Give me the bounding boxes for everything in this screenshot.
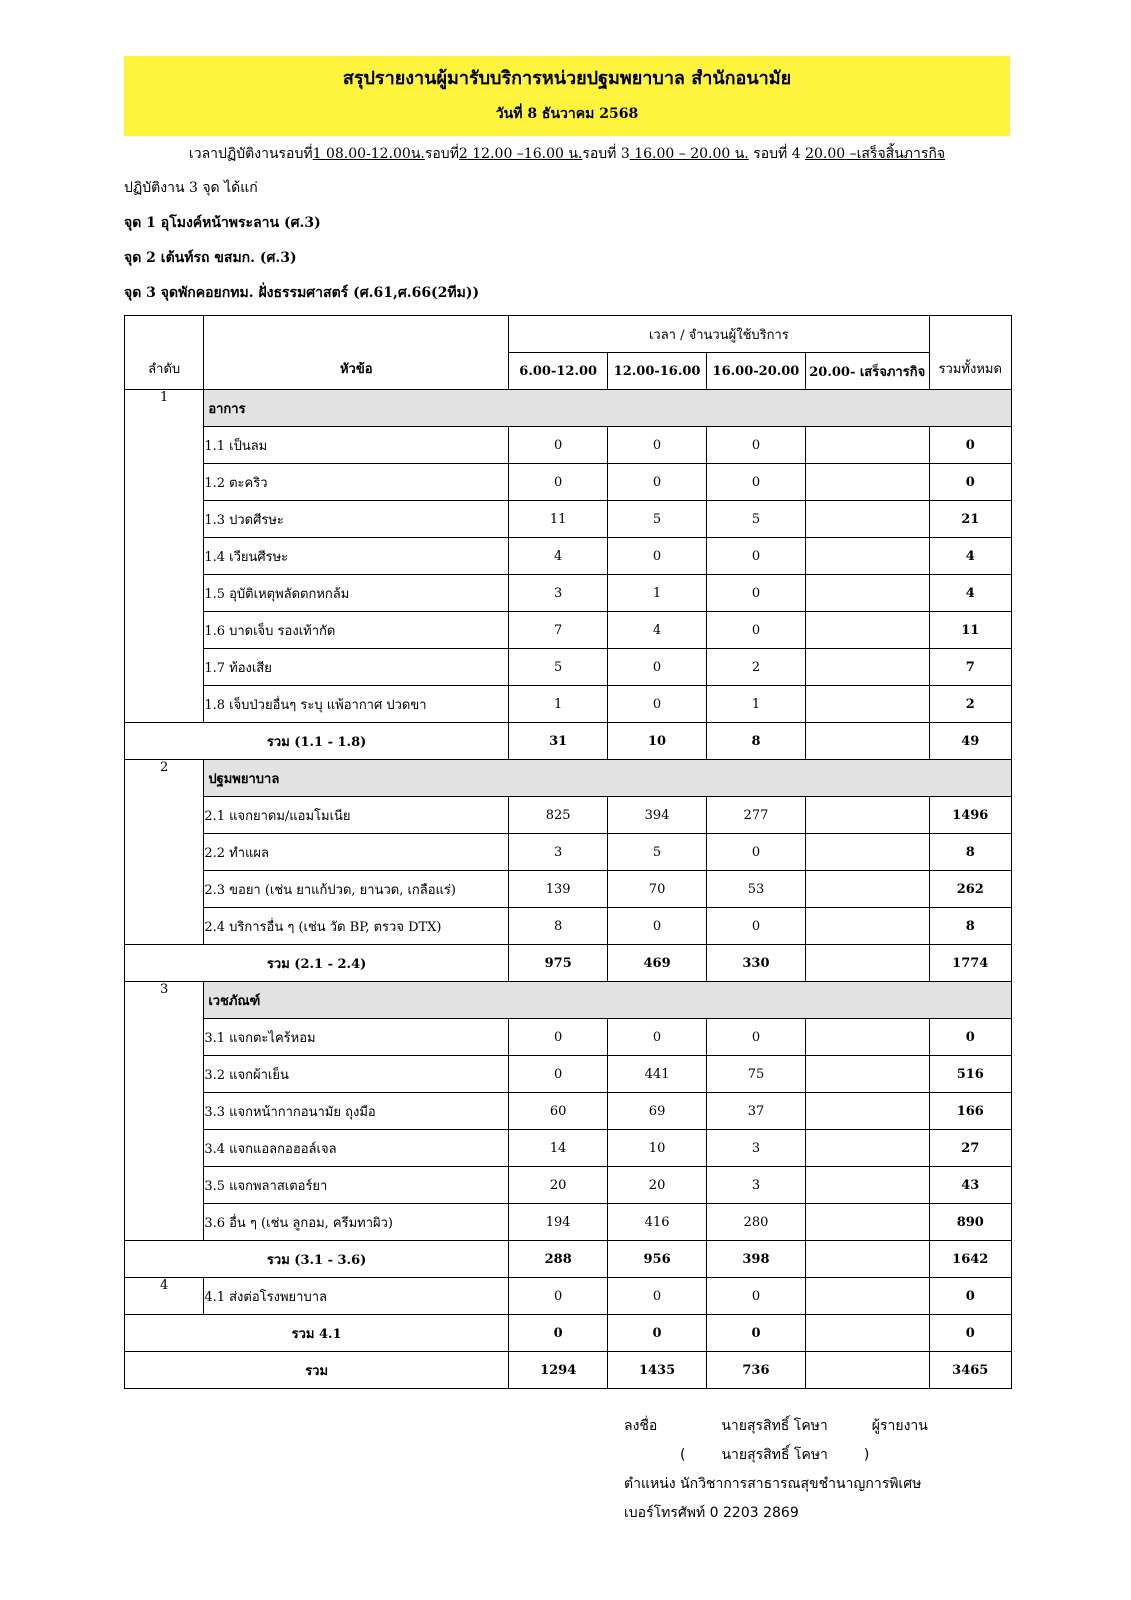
sum-value-v4 [805, 945, 929, 982]
sum-total: 0 [929, 1315, 1011, 1352]
sum-label: รวม 4.1 [125, 1315, 509, 1352]
row-label: 3.3 แจกหน้ากากอนามัย ถุงมือ [204, 1093, 509, 1130]
row-value-v3: 0 [707, 538, 806, 575]
section-sum-row [125, 1315, 1012, 1352]
row-value-v3: 0 [707, 834, 806, 871]
row-label: 1.2 ตะคริว [204, 464, 509, 501]
table-row [125, 1056, 1012, 1093]
signer-position: ตำแหน่ง นักวิชาการสาธารณสุขชำนาญการพิเศษ [624, 1476, 922, 1492]
row-total: 516 [929, 1056, 1011, 1093]
row-value-v1: 8 [509, 908, 608, 945]
row-value-v4 [805, 649, 929, 686]
row-value-v1: 14 [509, 1130, 608, 1167]
row-label: 3.5 แจกพลาสเตอร์ยา [204, 1167, 509, 1204]
row-value-v2: 0 [608, 427, 707, 464]
row-value-v4 [805, 1278, 929, 1315]
section-sum-row [125, 1241, 1012, 1278]
sum-value-v3: 330 [707, 945, 806, 982]
row-value-v3: 37 [707, 1093, 806, 1130]
sum-value-v1: 31 [509, 723, 608, 760]
row-total: 4 [929, 538, 1011, 575]
row-value-v3: 0 [707, 427, 806, 464]
row-value-v1: 11 [509, 501, 608, 538]
grand-label: รวม [125, 1352, 509, 1389]
row-value-v4 [805, 797, 929, 834]
sum-value-v4 [805, 723, 929, 760]
row-value-v3: 0 [707, 575, 806, 612]
row-total: 8 [929, 834, 1011, 871]
sum-value-v3: 398 [707, 1241, 806, 1278]
row-label: 3.2 แจกผ้าเย็น [204, 1056, 509, 1093]
row-value-v3: 1 [707, 686, 806, 723]
grand-value-v4 [805, 1352, 929, 1389]
points-intro: ปฏิบัติงาน 3 จุด ได้แก่ [124, 180, 258, 196]
row-value-v2: 70 [608, 871, 707, 908]
row-value-v3: 0 [707, 464, 806, 501]
row-value-v4 [805, 501, 929, 538]
col-t2-header: 12.00-16.00 [608, 353, 707, 390]
sum-value-v1: 975 [509, 945, 608, 982]
table-row [125, 871, 1012, 908]
row-label: 2.4 บริการอื่น ๆ (เช่น วัด BP, ตรวจ DTX) [204, 908, 509, 945]
sum-value-v1: 0 [509, 1315, 608, 1352]
row-value-v1: 3 [509, 834, 608, 871]
grand-total-row [125, 1352, 1012, 1389]
row-value-v1: 825 [509, 797, 608, 834]
grand-value-v1: 1294 [509, 1352, 608, 1389]
table-row [125, 1278, 1012, 1315]
table-row [125, 427, 1012, 464]
row-value-v4 [805, 1130, 929, 1167]
row-value-v2: 10 [608, 1130, 707, 1167]
report-page [124, 56, 1010, 303]
row-value-v4 [805, 1167, 929, 1204]
table-row [125, 834, 1012, 871]
section-index: 4 [125, 1278, 204, 1315]
report-date: วันที่ 8 ธันวาคม 2568 [495, 106, 639, 122]
row-label: 3.1 แจกตะไคร้หอม [204, 1019, 509, 1056]
table-row [125, 1019, 1012, 1056]
row-value-v2: 5 [608, 501, 707, 538]
sum-value-v4 [805, 1315, 929, 1352]
signer-phone: เบอร์โทรศัพท์ 0 2203 2869 [624, 1505, 799, 1521]
row-value-v2: 1 [608, 575, 707, 612]
row-label: 3.6 อื่น ๆ (เช่น ลูกอม, ครีมทาผิว) [204, 1204, 509, 1241]
table-row [125, 1130, 1012, 1167]
row-value-v1: 0 [509, 1056, 608, 1093]
row-value-v2: 0 [608, 1019, 707, 1056]
row-value-v4 [805, 575, 929, 612]
signer-name: นายสุรสิทธิ์ โคษา [721, 1418, 828, 1434]
row-value-v3: 0 [707, 908, 806, 945]
row-value-v4 [805, 1019, 929, 1056]
row-value-v2: 0 [608, 1278, 707, 1315]
section-header-row [125, 982, 1012, 1019]
row-total: 7 [929, 649, 1011, 686]
row-value-v2: 441 [608, 1056, 707, 1093]
row-value-v2: 0 [608, 649, 707, 686]
signature-block [624, 1412, 928, 1528]
col-time-group-header: เวลา / จำนวนผู้ใช้บริการ [509, 316, 929, 353]
shift-3: 16.00 – 20.00 น. [629, 146, 749, 162]
col-order-header: ลำดับ [125, 316, 204, 390]
row-value-v3: 2 [707, 649, 806, 686]
col-t1-header: 6.00-12.00 [509, 353, 608, 390]
row-value-v3: 3 [707, 1130, 806, 1167]
grand-value-v3: 736 [707, 1352, 806, 1389]
row-value-v1: 4 [509, 538, 608, 575]
row-total: 0 [929, 427, 1011, 464]
col-t4-header: 20.00- เสร็จภารกิจ [805, 353, 929, 390]
row-total: 0 [929, 1019, 1011, 1056]
sum-value-v2: 469 [608, 945, 707, 982]
row-label: 4.1 ส่งต่อโรงพยาบาล [204, 1278, 509, 1315]
grand-value-v2: 1435 [608, 1352, 707, 1389]
row-total: 21 [929, 501, 1011, 538]
row-total: 8 [929, 908, 1011, 945]
table-row [125, 501, 1012, 538]
signer-role: ผู้รายงาน [871, 1418, 928, 1434]
row-value-v2: 20 [608, 1167, 707, 1204]
row-total: 166 [929, 1093, 1011, 1130]
row-value-v4 [805, 1204, 929, 1241]
row-total: 4 [929, 575, 1011, 612]
table-row [125, 575, 1012, 612]
table-row [125, 797, 1012, 834]
row-value-v1: 0 [509, 1278, 608, 1315]
shift-text: เวลาปฏิบัติงานรอบที่ [188, 146, 313, 162]
section-header-row [125, 760, 1012, 797]
row-value-v4 [805, 612, 929, 649]
row-value-v1: 60 [509, 1093, 608, 1130]
row-value-v3: 75 [707, 1056, 806, 1093]
sum-total: 1642 [929, 1241, 1011, 1278]
table-row [125, 464, 1012, 501]
point-1: จุด 1 อุโมงค์หน้าพระลาน (ศ.3) [124, 215, 321, 231]
shift-text: รอบที่ 3 [582, 146, 630, 162]
shift-1: 1 08.00-12.00น. [312, 146, 425, 162]
row-value-v3: 53 [707, 871, 806, 908]
row-value-v4 [805, 464, 929, 501]
row-value-v1: 0 [509, 464, 608, 501]
row-value-v2: 0 [608, 464, 707, 501]
row-value-v4 [805, 1056, 929, 1093]
row-value-v2: 394 [608, 797, 707, 834]
row-value-v4 [805, 871, 929, 908]
shift-text: รอบที่ [424, 146, 459, 162]
row-value-v3: 5 [707, 501, 806, 538]
shift-2: 2 12.00 –16.00 น. [458, 146, 583, 162]
row-value-v1: 0 [509, 1019, 608, 1056]
sum-label: รวม (3.1 - 3.6) [125, 1241, 509, 1278]
report-title: สรุปรายงานผู้มารับบริการหน่วยปฐมพยาบาล สำนักอนามัย [342, 68, 792, 89]
row-total: 890 [929, 1204, 1011, 1241]
row-label: 2.1 แจกยาดม/แอมโมเนีย [204, 797, 509, 834]
col-topic-header: หัวข้อ [204, 316, 509, 390]
section-title: เวชภัณฑ์ [204, 982, 1012, 1019]
row-label: 2.3 ขอยา (เช่น ยาแก้ปวด, ยานวด, เกลือแร่) [204, 871, 509, 908]
shift-schedule [124, 144, 1010, 164]
section-sum-row [125, 723, 1012, 760]
row-label: 1.6 บาดเจ็บ รองเท้ากัด [204, 612, 509, 649]
table-row [125, 649, 1012, 686]
sum-label: รวม (2.1 - 2.4) [125, 945, 509, 982]
table-body [125, 390, 1012, 1389]
row-value-v1: 20 [509, 1167, 608, 1204]
row-total: 262 [929, 871, 1011, 908]
section-index: 3 [125, 982, 204, 1241]
row-value-v2: 0 [608, 686, 707, 723]
col-t3-header: 16.00-20.00 [707, 353, 806, 390]
shift-text: รอบที่ 4 [753, 146, 801, 162]
row-value-v3: 0 [707, 1278, 806, 1315]
row-value-v2: 69 [608, 1093, 707, 1130]
section-title: ปฐมพยาบาล [204, 760, 1012, 797]
point-2: จุด 2 เต้นท์รถ ขสมก. (ศ.3) [124, 250, 297, 266]
row-total: 0 [929, 1278, 1011, 1315]
sum-value-v1: 288 [509, 1241, 608, 1278]
row-label: 1.7 ท้องเสีย [204, 649, 509, 686]
row-label: 1.4 เวียนศีรษะ [204, 538, 509, 575]
row-label: 1.1 เป็นลม [204, 427, 509, 464]
sum-value-v2: 10 [608, 723, 707, 760]
table-row [125, 1204, 1012, 1241]
row-value-v3: 0 [707, 612, 806, 649]
row-value-v2: 416 [608, 1204, 707, 1241]
sum-total: 49 [929, 723, 1011, 760]
row-value-v1: 139 [509, 871, 608, 908]
sum-value-v2: 0 [608, 1315, 707, 1352]
paren-close: ) [863, 1447, 870, 1463]
row-label: 1.3 ปวดศีรษะ [204, 501, 509, 538]
row-label: 3.4 แจกแอลกอฮอล์เจล [204, 1130, 509, 1167]
service-summary-table [124, 315, 1012, 1389]
row-value-v3: 0 [707, 1019, 806, 1056]
sum-value-v4 [805, 1241, 929, 1278]
row-total: 2 [929, 686, 1011, 723]
sum-value-v3: 8 [707, 723, 806, 760]
row-value-v4 [805, 427, 929, 464]
table-row [125, 612, 1012, 649]
sum-value-v3: 0 [707, 1315, 806, 1352]
shift-4: 20.00 –เสร็จสิ้นภารกิจ [805, 146, 946, 162]
row-value-v1: 0 [509, 427, 608, 464]
sum-label: รวม (1.1 - 1.8) [125, 723, 509, 760]
table-row [125, 1167, 1012, 1204]
row-value-v4 [805, 908, 929, 945]
row-value-v1: 3 [509, 575, 608, 612]
row-label: 1.5 อุบัติเหตุพลัดตกหกล้ม [204, 575, 509, 612]
section-sum-row [125, 945, 1012, 982]
row-total: 27 [929, 1130, 1011, 1167]
row-total: 0 [929, 464, 1011, 501]
table-row [125, 686, 1012, 723]
sign-label: ลงชื่อ [624, 1418, 658, 1434]
row-value-v3: 280 [707, 1204, 806, 1241]
row-value-v1: 5 [509, 649, 608, 686]
row-value-v4 [805, 834, 929, 871]
row-value-v2: 0 [608, 538, 707, 575]
row-value-v4 [805, 686, 929, 723]
row-value-v1: 1 [509, 686, 608, 723]
section-index: 2 [125, 760, 204, 945]
row-value-v3: 3 [707, 1167, 806, 1204]
row-value-v4 [805, 538, 929, 575]
row-total: 1496 [929, 797, 1011, 834]
sum-total: 1774 [929, 945, 1011, 982]
row-value-v1: 7 [509, 612, 608, 649]
col-total-header: รวมทั้งหมด [929, 316, 1011, 390]
table-row [125, 908, 1012, 945]
row-value-v2: 4 [608, 612, 707, 649]
grand-total: 3465 [929, 1352, 1011, 1389]
row-value-v4 [805, 1093, 929, 1130]
row-value-v2: 0 [608, 908, 707, 945]
row-value-v3: 277 [707, 797, 806, 834]
table-row [125, 1093, 1012, 1130]
signer-name-paren: นายสุรสิทธิ์ โคษา [721, 1447, 828, 1463]
row-total: 43 [929, 1167, 1011, 1204]
table-row [125, 538, 1012, 575]
row-total: 11 [929, 612, 1011, 649]
point-3: จุด 3 จุดพักคอยกทม. ฝั่งธรรมศาสตร์ (ศ.61,ศ.66(2ทีม)) [124, 285, 480, 301]
row-label: 1.8 เจ็บป่วยอื่นๆ ระบุ แพ้อากาศ ปวดขา [204, 686, 509, 723]
section-index: 1 [125, 390, 204, 723]
row-value-v1: 194 [509, 1204, 608, 1241]
section-title: อาการ [204, 390, 1012, 427]
paren-open: ( [680, 1447, 686, 1463]
section-header-row [125, 390, 1012, 427]
row-value-v2: 5 [608, 834, 707, 871]
sum-value-v2: 956 [608, 1241, 707, 1278]
title-banner [124, 56, 1010, 136]
row-label: 2.2 ทำแผล [204, 834, 509, 871]
